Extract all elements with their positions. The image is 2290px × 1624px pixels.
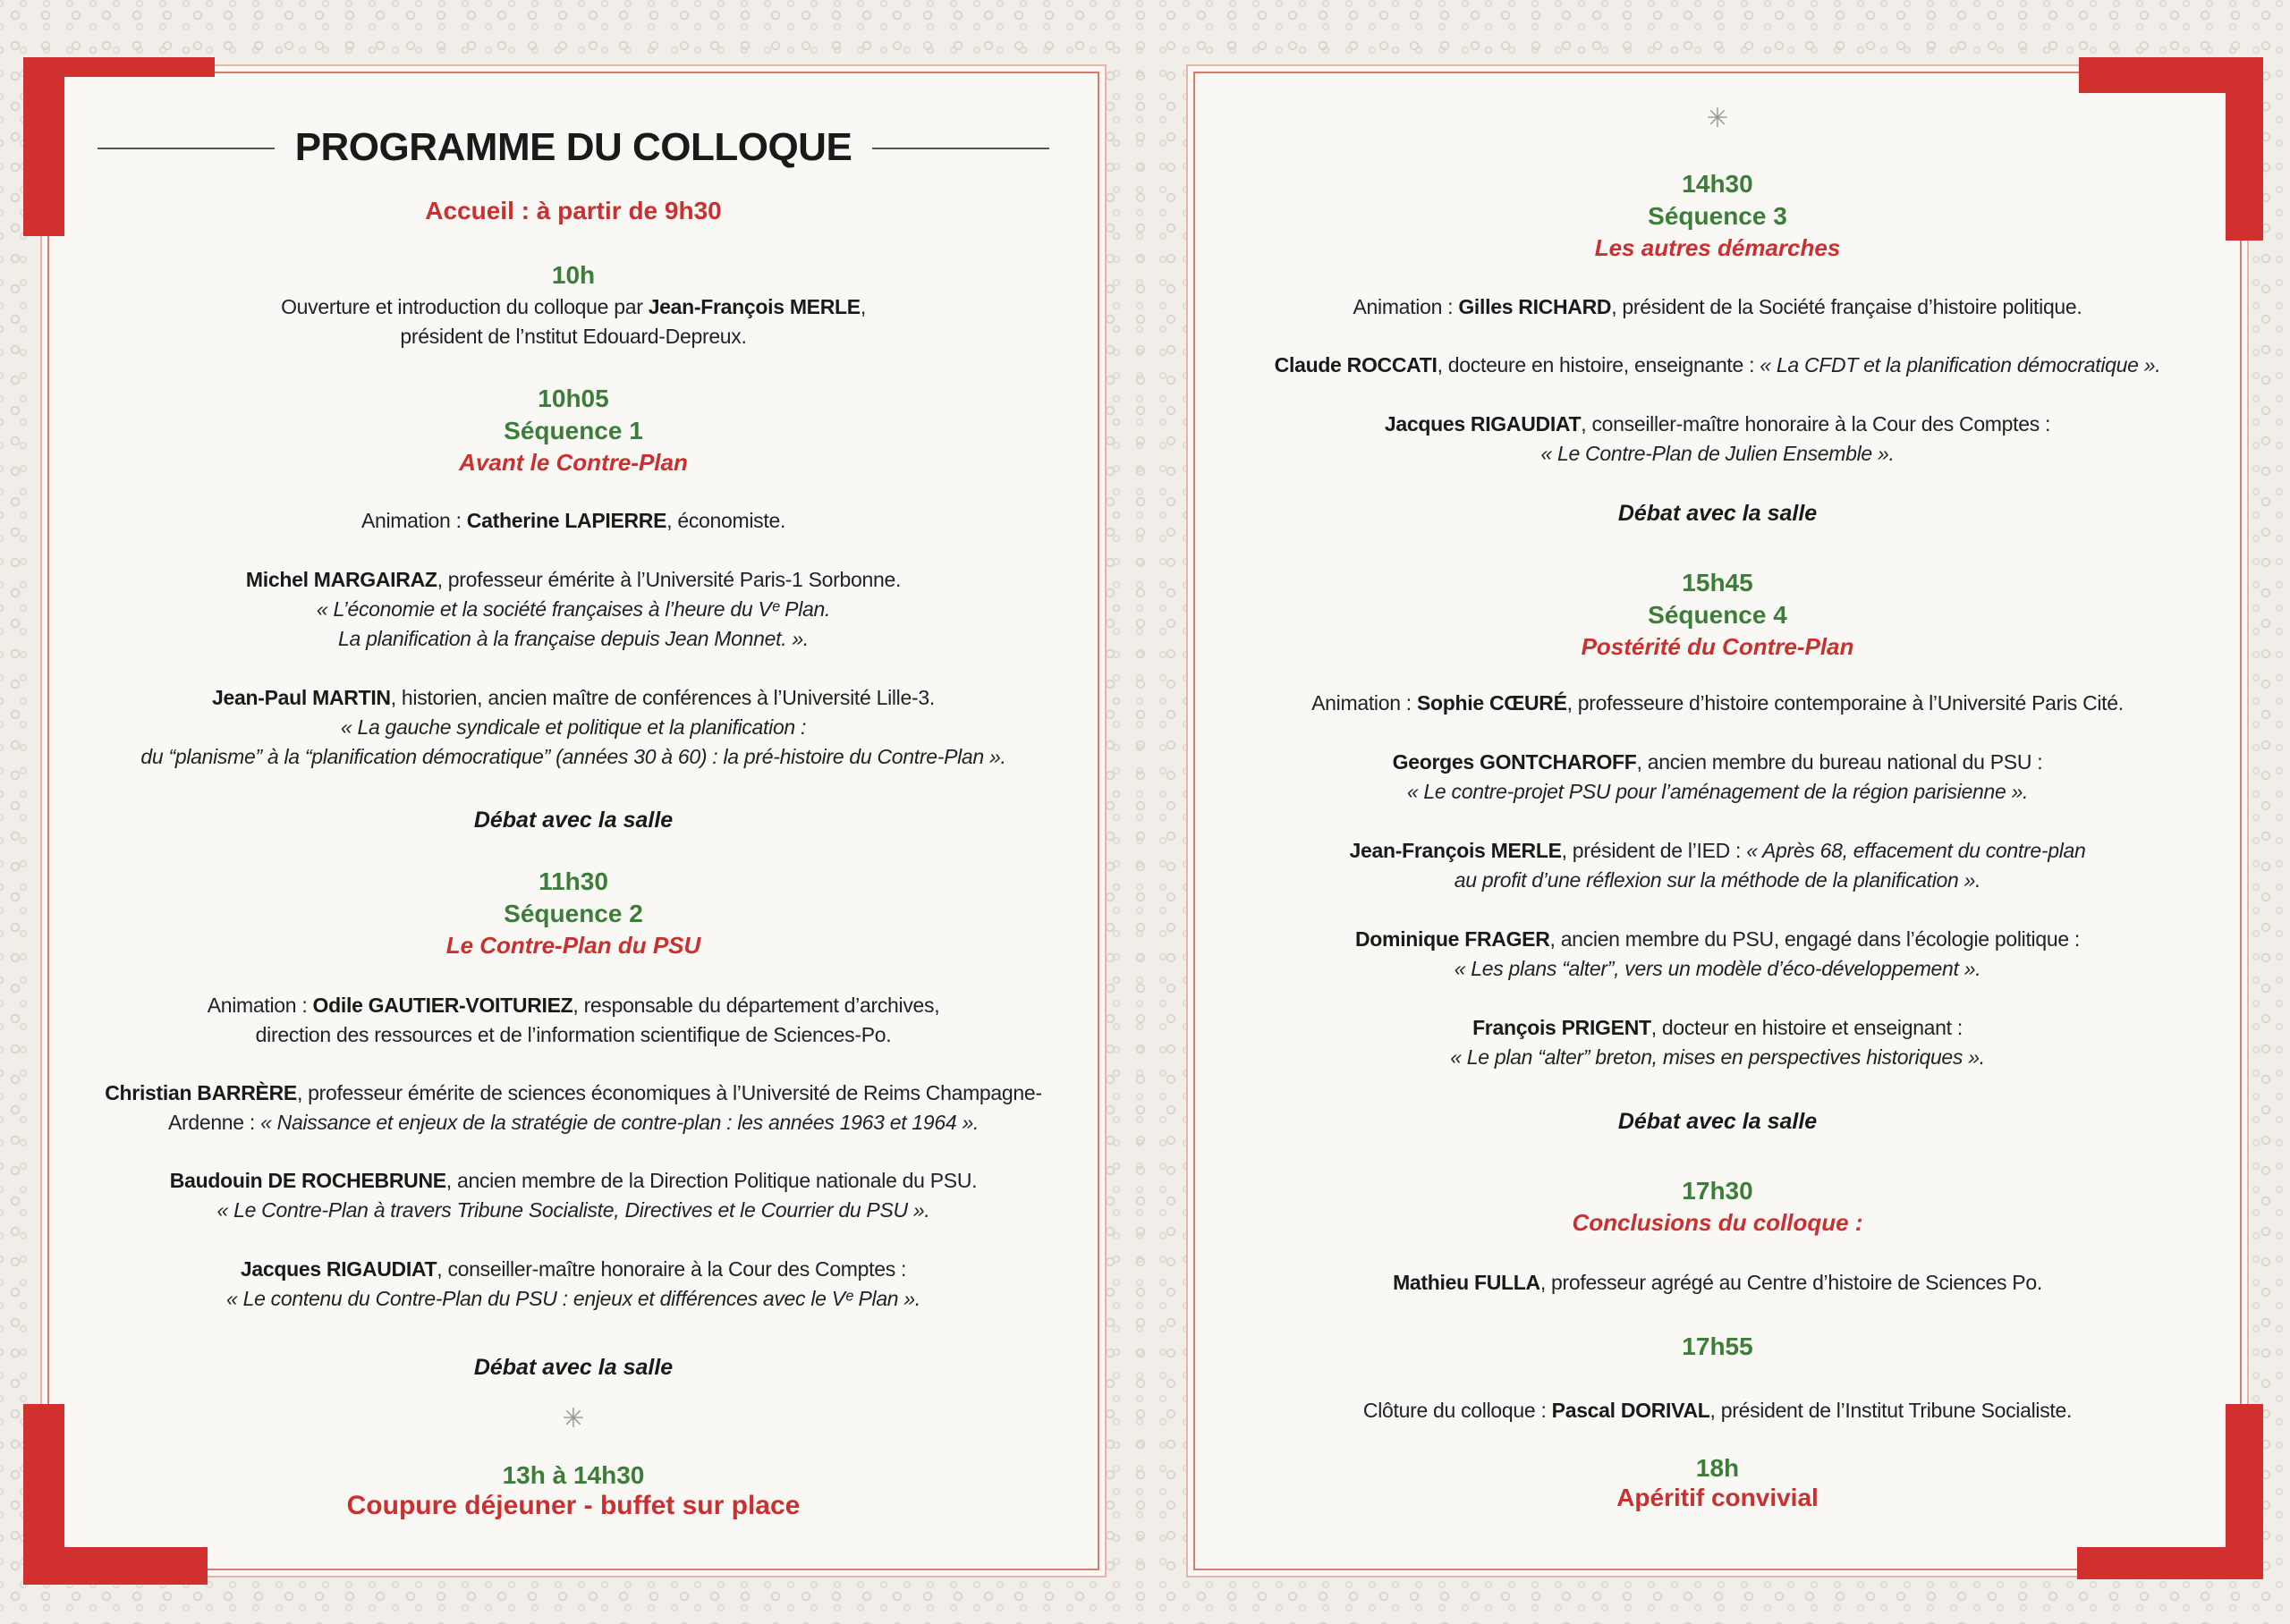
time-lunch: 13h à 14h30 bbox=[502, 1461, 645, 1489]
sequence-1-title: Avant le Contre-Plan bbox=[459, 449, 688, 476]
prigent-line-2: « Le plan “alter” breton, mises en perspectives historiques ». bbox=[1450, 1045, 1985, 1069]
time-11h30: 11h30 bbox=[539, 867, 608, 895]
conclusions-title: Conclusions du colloque : bbox=[1572, 1209, 1863, 1236]
speaker-name: Claude ROCCATI bbox=[1274, 353, 1438, 376]
animation-2-line-2: direction des ressources et de l’information scientifique de Sciences-Po. bbox=[255, 1023, 892, 1046]
speaker-name: François PRIGENT bbox=[1472, 1016, 1651, 1039]
intro-punct: , bbox=[860, 295, 866, 318]
speaker-name: Jean-Paul MARTIN bbox=[212, 686, 391, 709]
speaker-role: , docteur en histoire et enseignant : bbox=[1650, 1016, 1963, 1039]
title-row bbox=[98, 125, 1049, 170]
cloture-line bbox=[1193, 1396, 2242, 1425]
margairaz-line-1 bbox=[47, 565, 1099, 595]
time-17h55: 17h55 bbox=[1682, 1332, 1753, 1360]
debat-2: Débat avec la salle bbox=[473, 1355, 674, 1380]
debat-1: Débat avec la salle bbox=[473, 808, 674, 833]
animation-role: , économiste. bbox=[666, 509, 786, 532]
speaker-name: Jacques RIGAUDIAT bbox=[240, 1257, 437, 1281]
talk-title: « La CFDT et la planification démocratique ». bbox=[1760, 353, 2161, 376]
animation-3 bbox=[1193, 292, 2242, 322]
speaker-role: , ancien membre du bureau national du PSU : bbox=[1636, 750, 2043, 774]
merle-line-1 bbox=[1193, 836, 2242, 866]
animation-label: Animation : bbox=[207, 994, 313, 1017]
speaker-role: , professeur agrégé au Centre d’histoire de Sciences Po. bbox=[1539, 1271, 2042, 1294]
gontcharoff-line-1 bbox=[1193, 748, 2242, 777]
intro-line-1 bbox=[47, 292, 1099, 322]
fulla-line bbox=[1193, 1268, 2242, 1298]
speaker-role: , professeur émérite à l’Université Paris-1 Sorbonne. bbox=[437, 568, 902, 591]
sequence-2-title: Le Contre-Plan du PSU bbox=[445, 932, 701, 959]
animation-label: Animation : bbox=[1353, 295, 1459, 318]
left-page bbox=[47, 0, 1099, 1624]
animation-speaker: Catherine LAPIERRE bbox=[466, 509, 667, 532]
animation-speaker: Odile GAUTIER-VOITURIEZ bbox=[312, 994, 573, 1017]
sequence-4-title: Postérité du Contre-Plan bbox=[1581, 633, 1854, 660]
time-10h: 10h bbox=[551, 261, 596, 289]
speaker-role: , conseiller-maître honoraire à la Cour des Comptes : bbox=[437, 1257, 907, 1281]
intro-speaker: Jean-François MERLE bbox=[648, 295, 861, 318]
animation-role: , responsable du département d’archives, bbox=[572, 994, 940, 1017]
aperitif-label: Apéritif convivial bbox=[1616, 1484, 1819, 1511]
time-14h30: 14h30 bbox=[1682, 170, 1753, 198]
speaker-role-cont: Ardenne : bbox=[167, 1111, 261, 1134]
speaker-name: Jacques RIGAUDIAT bbox=[1384, 412, 1582, 436]
lunch-label: Coupure déjeuner - buffet sur place bbox=[346, 1491, 801, 1520]
speaker-name: Jean-François MERLE bbox=[1349, 839, 1562, 862]
page-title: PROGRAMME DU COLLOQUE bbox=[294, 125, 852, 169]
cloture-label: Clôture du colloque : bbox=[1362, 1399, 1552, 1422]
margairaz-line-2: « L’économie et la société françaises à l’heure du Vᵉ Plan. bbox=[316, 597, 831, 621]
barrere-line-2 bbox=[47, 1108, 1099, 1138]
rigaudiat-line-2: « Le Contre-Plan de Julien Ensemble ». bbox=[1540, 442, 1895, 465]
intro-text: Ouverture et introduction du colloque par bbox=[281, 295, 649, 318]
speaker-role: , historien, ancien maître de conférences à l’Université Lille-3. bbox=[390, 686, 935, 709]
intro-line-2: président de l’nstitut Edouard-Depreux. bbox=[400, 325, 747, 348]
debat-3: Débat avec la salle bbox=[1617, 501, 1818, 526]
sequence-4-label: Séquence 4 bbox=[1648, 601, 1787, 629]
time-15h45: 15h45 bbox=[1682, 569, 1753, 596]
speaker-role: , ancien membre de la Direction Politique nationale du PSU. bbox=[445, 1169, 978, 1192]
rochebrune-line-2: « Le Contre-Plan à travers Tribune Socialiste, Directives et le Courrier du PSU ». bbox=[216, 1198, 930, 1222]
speaker-name: Baudouin DE ROCHEBRUNE bbox=[169, 1169, 446, 1192]
talk-title: « Naissance et enjeux de la stratégie de contre-plan : les années 1963 et 1964 ». bbox=[260, 1111, 980, 1134]
roccati-line bbox=[1193, 351, 2242, 380]
time-10h05: 10h05 bbox=[538, 385, 609, 412]
speaker-name: Pascal DORIVAL bbox=[1551, 1399, 1710, 1422]
rochebrune-line-1 bbox=[47, 1166, 1099, 1196]
frager-line-1 bbox=[1193, 925, 2242, 954]
animation-1 bbox=[47, 506, 1099, 536]
rigaudiat-line-1 bbox=[47, 1255, 1099, 1284]
speaker-role: , président de l’IED : bbox=[1561, 839, 1747, 862]
rigaudiat-line-2: « Le contenu du Contre-Plan du PSU : enjeux et différences avec le Vᵉ Plan ». bbox=[226, 1287, 920, 1310]
debat-4: Débat avec la salle bbox=[1617, 1109, 1818, 1134]
accueil-time: Accueil : à partir de 9h30 bbox=[425, 197, 722, 224]
animation-speaker: Gilles RICHARD bbox=[1458, 295, 1612, 318]
time-17h30: 17h30 bbox=[1682, 1177, 1753, 1205]
frager-line-2: « Les plans “alter”, vers un modèle d’éco-développement ». bbox=[1454, 957, 1981, 980]
animation-speaker: Sophie CŒURÉ bbox=[1416, 691, 1567, 715]
animation-4 bbox=[1193, 689, 2242, 718]
sequence-3-title: Les autres démarches bbox=[1594, 234, 1841, 261]
sequence-2-label: Séquence 2 bbox=[504, 900, 643, 927]
speaker-role: , professeur émérite de sciences économiques à l’Université de Reims Champagne- bbox=[296, 1081, 1042, 1104]
martin-line-2: « La gauche syndicale et politique et la planification : bbox=[340, 715, 807, 739]
prigent-line-1 bbox=[1193, 1013, 2242, 1043]
talk-title: « Après 68, effacement du contre-plan bbox=[1746, 839, 2086, 862]
speaker-role: , docteure en histoire, enseignante : bbox=[1437, 353, 1760, 376]
asterisk-divider-icon: ✳ bbox=[562, 1404, 585, 1434]
margairaz-line-3: La planification à la française depuis Jean Monnet. ». bbox=[338, 627, 809, 650]
animation-label: Animation : bbox=[1311, 691, 1417, 715]
rigaudiat-line-1 bbox=[1193, 410, 2242, 439]
animation-2 bbox=[47, 991, 1099, 1020]
sequence-3-label: Séquence 3 bbox=[1648, 202, 1787, 230]
gontcharoff-line-2: « Le contre-projet PSU pour l’aménagement de la région parisienne ». bbox=[1406, 780, 2029, 803]
merle-line-2: au profit d’une réflexion sur la méthode de la planification ». bbox=[1454, 868, 1981, 892]
speaker-name: Christian BARRÈRE bbox=[105, 1081, 297, 1104]
martin-line-3: du “planisme” à la “planification démocratique” (années 30 à 60) : la pré-histoire du Contre-Plan ». bbox=[140, 745, 1006, 768]
animation-role: , président de la Société française d’histoire politique. bbox=[1611, 295, 2082, 318]
speaker-role: , conseiller-maître honoraire à la Cour des Comptes : bbox=[1581, 412, 2051, 436]
speaker-name: Dominique FRAGER bbox=[1354, 927, 1550, 951]
barrere-line-1 bbox=[47, 1078, 1099, 1108]
speaker-role: , président de l’Institut Tribune Socialiste. bbox=[1709, 1399, 2073, 1422]
animation-label: Animation : bbox=[360, 509, 467, 532]
speaker-name: Georges GONTCHAROFF bbox=[1392, 750, 1637, 774]
sequence-1-label: Séquence 1 bbox=[504, 417, 643, 444]
animation-role: , professeure d’histoire contemporaine à l’Université Paris Cité. bbox=[1566, 691, 2124, 715]
speaker-name: Mathieu FULLA bbox=[1393, 1271, 1540, 1294]
speaker-name: Michel MARGAIRAZ bbox=[245, 568, 437, 591]
speaker-role: , ancien membre du PSU, engagé dans l’écologie politique : bbox=[1549, 927, 2080, 951]
time-18h: 18h bbox=[1695, 1454, 1740, 1482]
martin-line-1 bbox=[47, 683, 1099, 713]
asterisk-divider-icon: ✳ bbox=[1706, 104, 1729, 133]
right-page bbox=[1193, 0, 2242, 1624]
